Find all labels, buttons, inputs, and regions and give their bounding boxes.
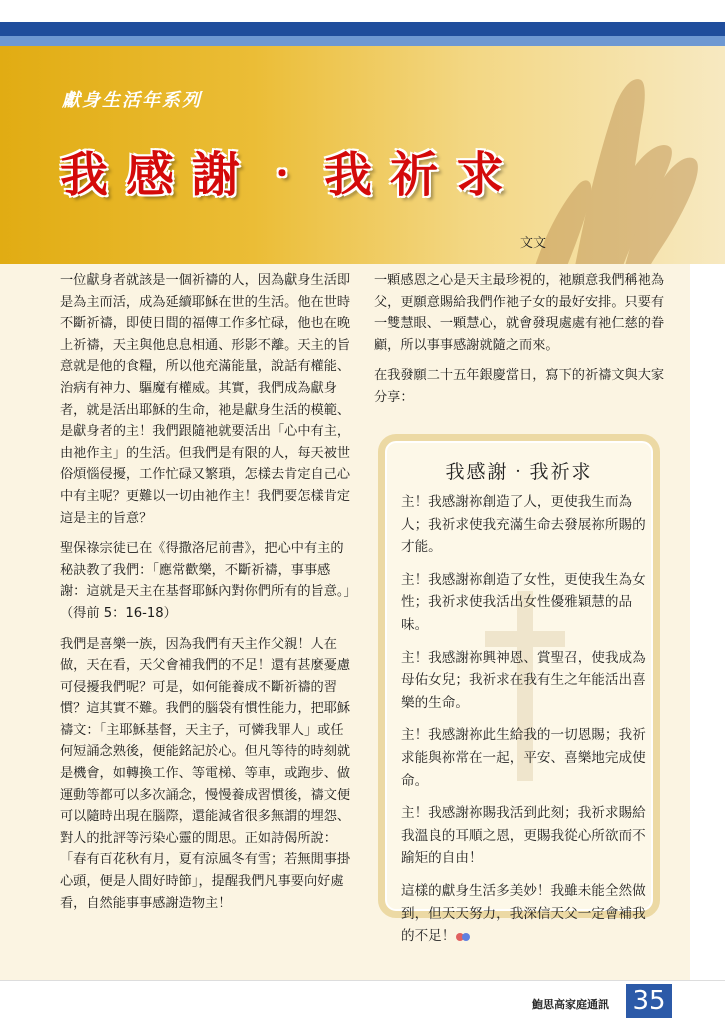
paragraph: 聖保祿宗徒已在《得撒洛尼前書》，把心中有主的秘訣教了我們：「應常歡樂，不斷祈禱，事事感謝：這就是天主在基督耶穌內對你們所有的旨意。」（得前 5：16-18） [60, 541, 351, 621]
series-label: 獻身生活年系列 [62, 90, 202, 111]
prayer-body [401, 491, 651, 958]
prayer-stanza: 主！我感謝祢此生給我的一切恩賜；我祈求能與祢常在一起，平安、喜樂地完成使命。 [401, 727, 646, 789]
paragraph: 一顆感恩之心是天主最珍視的，祂願意我們稱祂為父，更願意賜給我們作祂子女的最好安排。只要有一雙慧眼、一顆慧心，就會發現處處有祂仁慈的眷顧，所以事事感謝就隨之而來。 [374, 273, 665, 353]
prayer-stanza: 主！我感謝祢興神恩、賞聖召，使我成為母佑女兒；我祈求在我有生之年能活出喜樂的生命。 [401, 649, 646, 711]
page-number: 35 [626, 984, 672, 1018]
prayer-stanza: 主！我感謝祢創造了人，更使我生而為人；我祈求使我充滿生命去發展祢所賜的才能。 [401, 494, 646, 556]
author-name: 文文 [520, 236, 547, 251]
prayer-title: 我感謝‧我祈求 [445, 461, 593, 483]
paragraph: 我們是喜樂一族，因為我們有天主作父親！人在做，天在看，天父會補我們的不足！還有甚麼憂慮可侵擾我們呢？可是，如何能養成不斷祈禱的習慣？這其實不難。我們的腦袋有慣性能力，把耶穌禱文：「主耶穌基督，天主子，可憐我罪人」或任何短誦念熟後，便能銘記於心。但凡等待的時刻就是機會，如轉換工作、等電梯、等車，或跑步、做運動等都可以多次誦念，慢慢養成習慣後，禱文便可以隨時出現在腦際，還能減省很多無謂的埋怨、對人的批評等污染心靈的閒思。正如詩偈所說：「春有百花秋有月，夏有涼風冬有雪；若無閒事掛心頭，便是人間好時節」，提醒我們凡事要向好處看，自然能事事感謝造物主！ [60, 636, 351, 911]
sticker-icon [455, 930, 471, 944]
left-column [60, 270, 355, 923]
header-stripe-light [0, 36, 725, 46]
paragraph: 在我發願二十五年銀慶當日，寫下的祈禱文與大家分享： [374, 368, 665, 405]
title-banner [0, 46, 725, 264]
prayer-closing-text: 這樣的獻身生活多美妙！我雖未能全然做到，但天天努力，我深信天父一定會補我的不足！ [401, 882, 646, 945]
paragraph: 一位獻身者就該是一個祈禱的人，因為獻身生活即是為主而活，成為延續耶穌在世的生活。他在世時不斷祈禱，即使日間的福傳工作多忙碌，他也在晚上祈禱，天主與他息息相通、形影不離。天主的旨意就是他的食糧，所以他充滿能量，說話有權能、治病有神力、驅魔有權威。其實，我們成為獻身者，就是活出耶穌的生命，祂是獻身生活的模範、是獻身者的主！我們跟隨祂就要活出「心中有主，由祂作主」的生活。但我們是有限的人，每天被世俗煩惱侵擾，工作忙碌又繁瑣，怎樣去肯定自己心中有主呢？更難以一切由祂作主！我們要怎樣肯定這是主的旨意？ [60, 273, 351, 526]
publication-name: 鮑思高家庭通訊 [532, 998, 609, 1011]
prayer-closing [401, 880, 651, 948]
prayer-stanza: 主！我感謝祢創造了女性，更使我生為女性；我祈求使我活出女性優雅穎慧的品味。 [401, 571, 646, 633]
header-stripe-dark [0, 22, 725, 36]
prayer-box [378, 434, 660, 945]
footer-divider [0, 980, 725, 981]
right-column [374, 270, 672, 418]
page-title: 我感謝‧我祈求 [60, 147, 523, 203]
prayer-stanza: 主！我感謝祢賜我活到此刻；我祈求賜給我溫良的耳順之恩，更賜我從心所欲而不踰矩的自由！ [401, 805, 646, 867]
